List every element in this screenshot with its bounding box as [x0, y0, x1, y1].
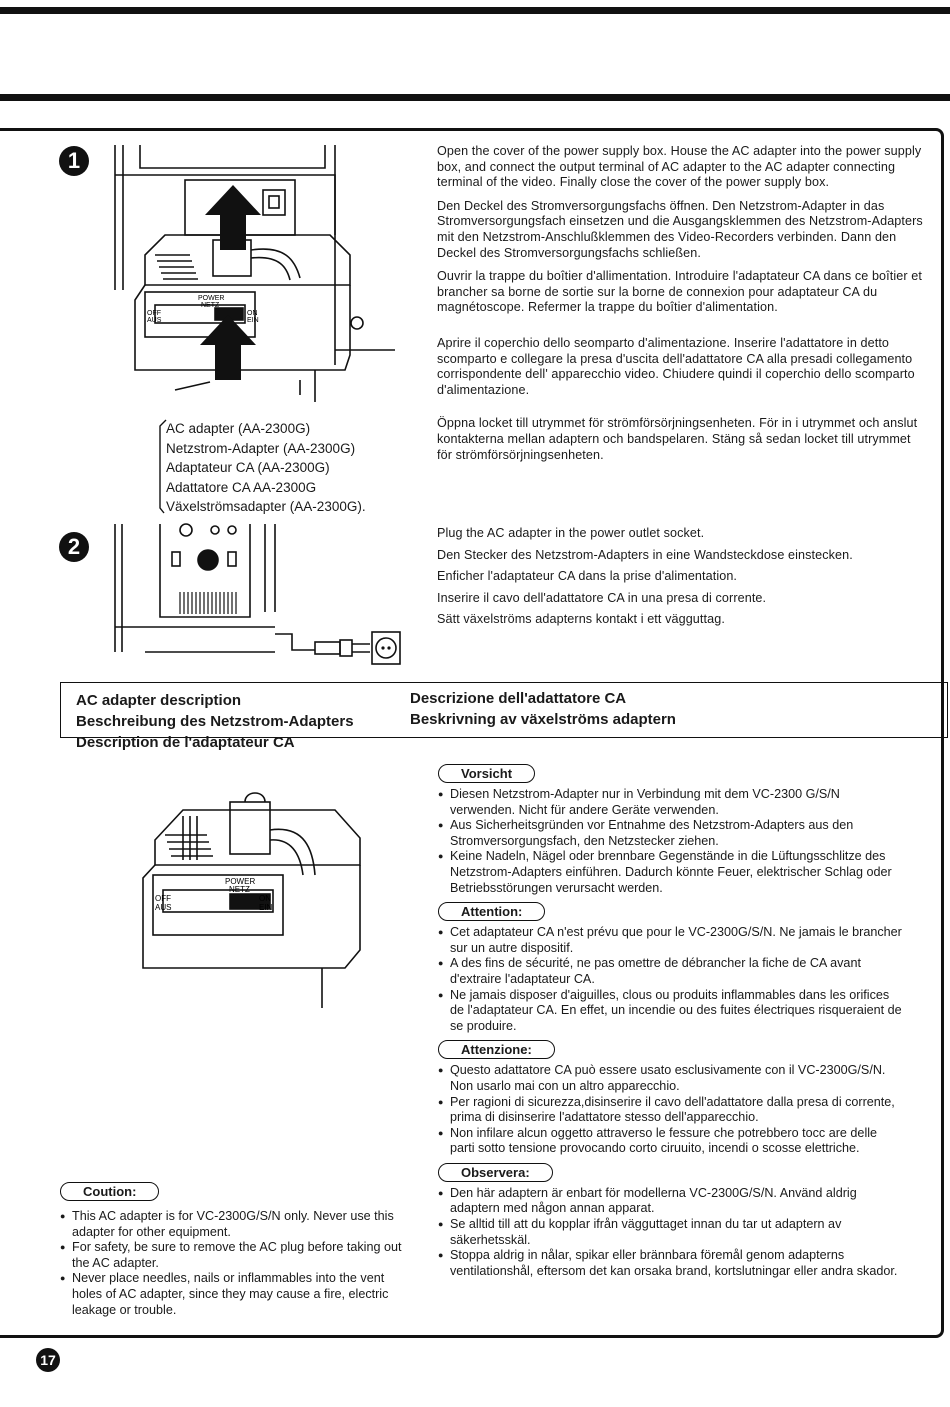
label-line: Adaptateur CA (AA-2300G): [166, 460, 330, 475]
header-rule: [0, 94, 950, 101]
label-line: Växelströmsadapter (AA-2300G).: [166, 499, 366, 514]
step-1-sv: Öppna locket till utrymmet för strömförsörjningsenheten. För in i utrymmet och anslut kontakterna mellan adaptern och bandspelaren. Stäng så sedan locket till utrymmet för strömförsörjningsenheten.: [437, 416, 918, 462]
description-header-right: [410, 688, 810, 730]
caution-item: ● This AC adapter is for VC-2300G/S/N only. Never use this adapter for other equipment.: [60, 1209, 402, 1240]
label-line: Netzstrom-Adapter (AA-2300G): [166, 440, 356, 456]
caution-item: ● For safety, be sure to remove the AC plug before taking out the AC adapter.: [60, 1240, 402, 1271]
caution-item: ● Never place needles, nails or inflammables into the vent holes of AC adapter, since they may cause a fire, electric leakage or trouble.: [60, 1271, 402, 1318]
attention-item: ● Cet adaptateur CA n'est prévu que pour le VC-2300G/S/N. Ne jamais le brancher sur un autre dispositif.: [438, 925, 902, 956]
adapter-on-text: ON: [259, 894, 271, 903]
top-rule: [0, 7, 950, 14]
attention-item: ● Ne jamais disposer d'aiguilles, clous ou produits inflammables dans les orifices de l'adaptateur CA. En effet, un incendie ou des fuites électriques risqueraient de se produire.: [438, 988, 902, 1035]
vorsicht-item: ● Keine Nadeln, Nägel oder brennbare Gegenstände in die Lüftungsschlitze des Netzstrom-Adapters einführen. Dadurch könnte Feuer, elektrischer Schlag oder Betriebsstörungen verursacht werden.: [438, 849, 902, 896]
description-title-en: AC adapter description: [76, 692, 242, 709]
step-1-en: Open the cover of the power supply box. House the AC adapter into the power supply box, and connect the output terminal of AC adapter to the AC adapter connecting terminal of the video. Finally close the cover of the power supply box.: [437, 144, 922, 190]
step-1-illustration: [95, 140, 395, 405]
vorsicht-title: Vorsicht: [438, 764, 535, 783]
switch-netz-text: NETZ: [201, 302, 220, 309]
switch-power-text: POWER: [198, 295, 225, 302]
switch-off-text: OFF: [147, 310, 161, 317]
attenzione-item: ● Questo adattatore CA può essere usato esclusivamente con il VC-2300G/S/N. Non usarlo mai con un altro apparecchio.: [438, 1063, 902, 1094]
label-line: AC adapter (AA-2300G): [166, 421, 311, 436]
observera-item: ● Se alltid till att du kopplar ifrån vägguttaget innan du tar ut adaptern av säkerhetsskäl.: [438, 1217, 902, 1248]
step-2-it: Inserire il cavo dell'adattatore CA in una presa di corrente.: [437, 590, 767, 605]
description-title-sv: Beskrivning av växelströms adaptern: [410, 711, 676, 728]
attenzione-title: Attenzione:: [438, 1040, 555, 1059]
adapter-power-text: POWER: [225, 877, 256, 886]
adapter-netz-text: NETZ: [229, 885, 250, 894]
description-title-fr: Description de l'adaptateur CA: [76, 734, 295, 751]
step-2-de: Den Stecker des Netzstrom-Adapters in eine Wandsteckdose einstecken.: [437, 547, 853, 562]
caution-section: [60, 1182, 402, 1318]
adapter-aus-text: AUS: [155, 903, 172, 912]
step-2-badge: 2: [59, 532, 89, 562]
step-2-illustration: [100, 522, 410, 667]
step-1-badge: 1: [59, 146, 89, 176]
switch-ein-text: EIN: [247, 317, 259, 324]
step-2-en: Plug the AC adapter in the power outlet socket.: [437, 526, 705, 540]
adapter-off-text: OFF: [155, 894, 171, 903]
description-title-it: Descrizione dell'adattatore CA: [410, 690, 627, 707]
description-header-left: [76, 690, 396, 753]
switch-aus-text: AUS: [147, 317, 162, 324]
description-title-de: Beschreibung des Netzstrom-Adapters: [76, 713, 354, 730]
observera-title: Observera:: [438, 1163, 553, 1182]
step-1-fr: Ouvrir la trappe du boîtier d'allimentation. Introduire l'adaptateur CA dans ce boîtier et brancher sa borne de sortie sur la borne de connexion pour adaptateur CA du magnétoscope. Refermer la trappe du boîtier d'alimentation.: [437, 269, 922, 315]
caution-title: Coution:: [60, 1182, 159, 1201]
switch-on-text: ON: [247, 310, 258, 317]
step-1-text: [437, 144, 927, 463]
step-2-text: [437, 526, 927, 628]
warnings-column: [438, 764, 902, 1279]
step-1-de: Den Deckel des Stromversorgungsfachs öffnen. Den Netzstrom-Adapter in das Stromversorgungsfach einsetzen und die Ausgangsklemmen des Netzstrom-Adapters mit den Netzstrom-Anschlußklemmen des Video-Recorders verbinden. Dann den Deckel des Stromversorgungsfachs schließen.: [437, 198, 923, 260]
vorsicht-item: ● Aus Sicherheitsgründen vor Entnahme des Netzstrom-Adapters aus den Stromversorgungsfach, den Netzstecker ziehen.: [438, 818, 902, 849]
step-1-it: Aprire il coperchio dello seomparto d'alimentazione. Inserire l'adattatore in detto scomparto e collegare la presa d'uscita dell'adattatore CA alla presadi collegamento corrispondente dell' apparecchio video. Chiudere quindi il coperchio dello scomparto d'alimentazione.: [437, 335, 915, 397]
vorsicht-item: ● Diesen Netzstrom-Adapter nur in Verbindung mit dem VC-2300 G/S/N verwenden. Nicht für andere Geräte verwenden.: [438, 787, 902, 818]
attenzione-item: ● Per ragioni di sicurezza,disinserire il cavo dell'adattatore dalla presa di corrente, prima di disinserire l'adattatore stesso dell'apparecchio.: [438, 1095, 902, 1126]
attention-title: Attention:: [438, 902, 545, 921]
adapter-illustration: [135, 790, 385, 1010]
step-2-sv: Sätt växelströms adapterns kontakt i ett vägguttag.: [437, 612, 725, 627]
observera-item: ● Den här adaptern är enbart för modellerna VC-2300G/S/N. Använd aldrig adaptern med någon annan apparat.: [438, 1186, 902, 1217]
attenzione-item: ● Non infilare alcun oggetto attraverso le fessure che potrebbero tocc are delle parti sotto tensione provocando corto ciruuito, incendi o scosse elettriche.: [438, 1126, 902, 1157]
observera-item: ● Stoppa aldrig in nålar, spikar eller brännbara föremål genom adapterns ventilationshål, eftersom det kan orsaka brand, kortslutningar eller andra skador.: [438, 1248, 902, 1279]
adapter-label-list: [166, 419, 416, 517]
adapter-ein-text: EIN: [259, 903, 273, 912]
page-number: 17: [36, 1348, 60, 1372]
step-2-fr: Enficher l'adaptateur CA dans la prise d'alimentation.: [437, 569, 738, 584]
attention-item: ● A des fins de sécurité, ne pas omettre de débrancher la fiche de CA avant d'extraire l'adaptateur CA.: [438, 956, 902, 987]
label-line: Adattatore CA AA-2300G: [166, 479, 317, 495]
